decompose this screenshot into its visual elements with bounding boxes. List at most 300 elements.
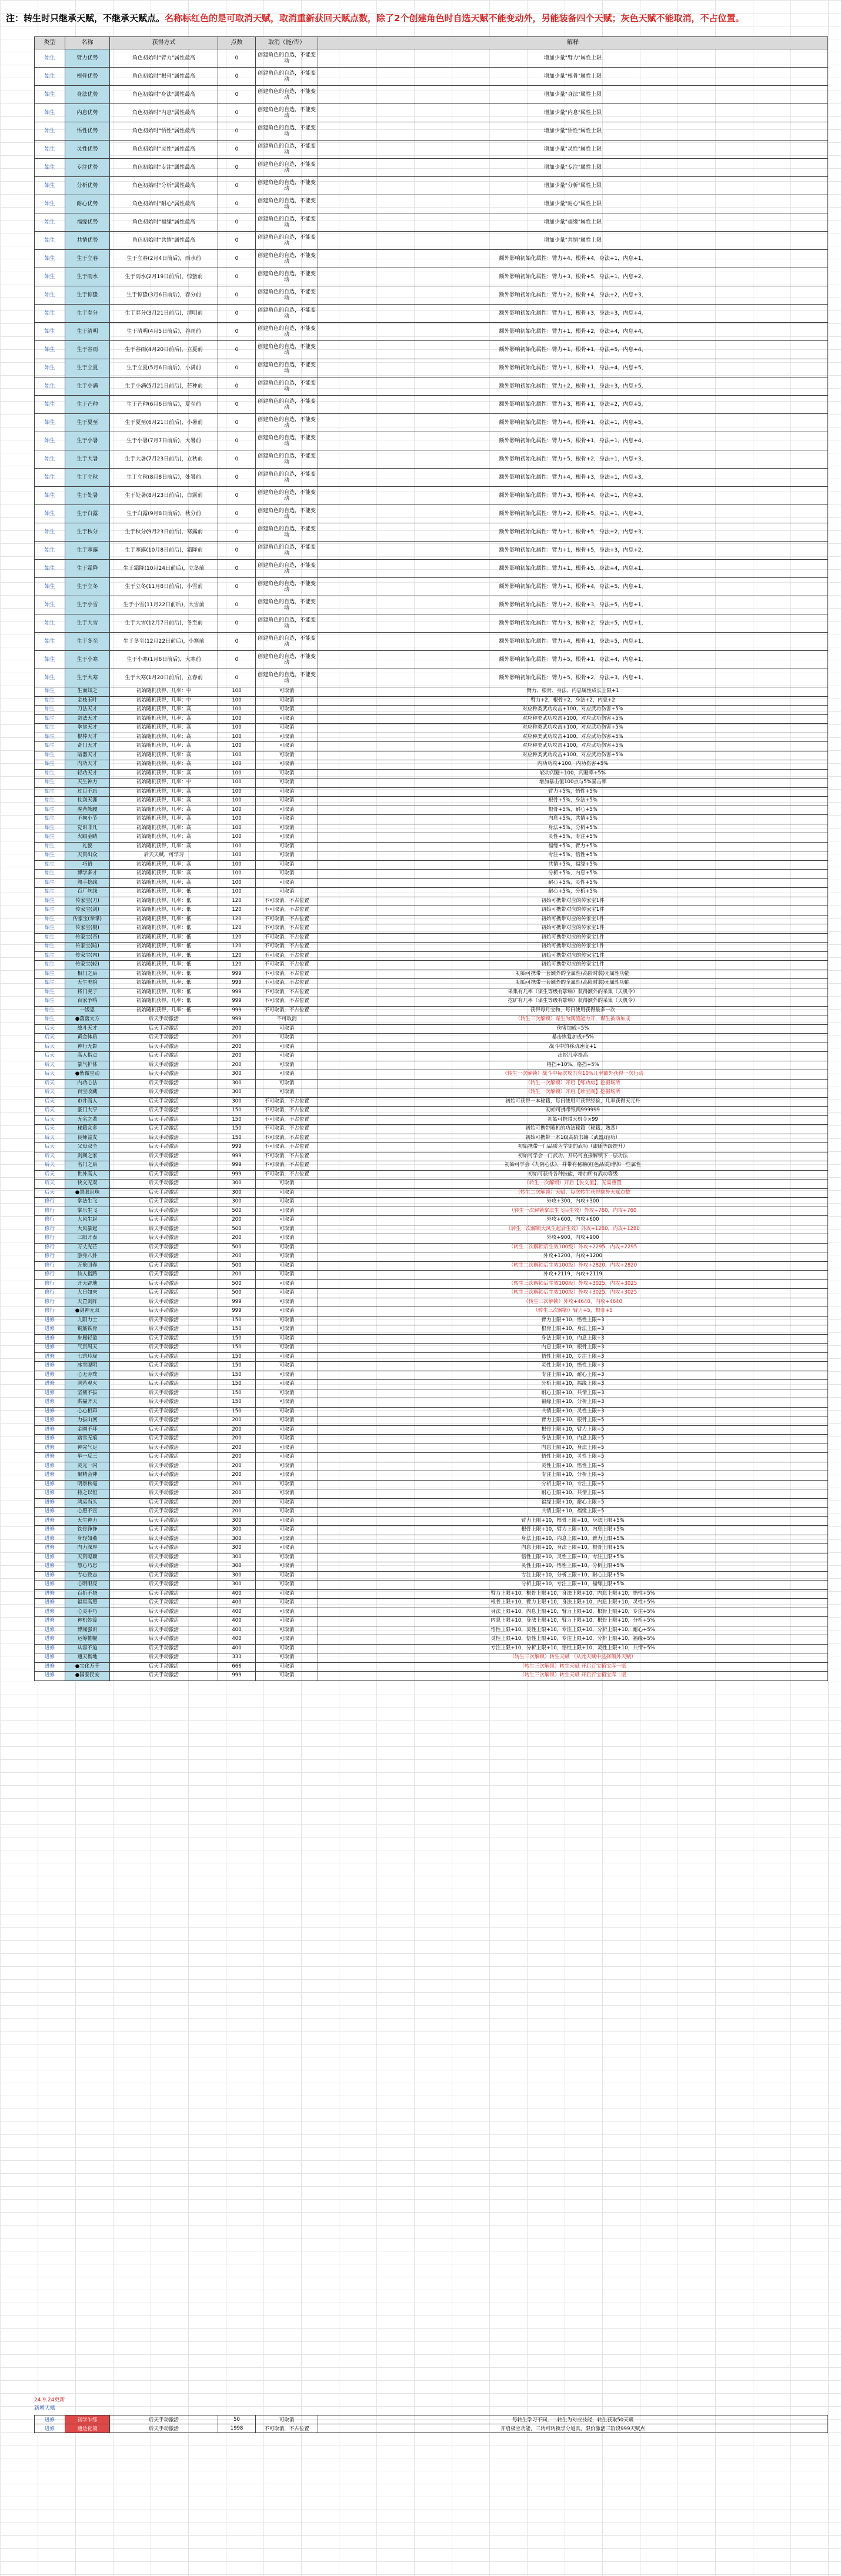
- cell-desc: 臂力+5%，悟性+5%: [318, 787, 828, 797]
- cell-points: 400: [218, 1635, 256, 1645]
- table-row: [35, 1480, 828, 1489]
- cell-cancel: 不可取消，不占位置: [256, 1097, 318, 1107]
- cell-type: 进修: [35, 1444, 65, 1453]
- cell-points: 0: [218, 141, 256, 159]
- cell-points: 1998: [218, 2424, 256, 2433]
- cell-name: 大风暴起: [65, 1225, 110, 1234]
- table-row: [35, 714, 828, 724]
- cell-name: 生于春分: [65, 305, 110, 323]
- cell-type: 进修: [35, 1672, 65, 1681]
- cell-points: 0: [218, 195, 256, 213]
- cell-cancel: 可取消: [256, 1644, 318, 1653]
- cell-name: 内功心法: [65, 1079, 110, 1088]
- table-row: [35, 706, 828, 715]
- cell-obtain: 后天手动激活: [110, 1316, 218, 1325]
- cell-desc: 耐心+5%，灵性+5%: [318, 878, 828, 888]
- cell-desc: （转生三次解锁）臂力+5，根骨+5: [318, 1307, 828, 1317]
- cell-type: 进修: [35, 1416, 65, 1426]
- cell-obtain: 后天手动激活: [110, 1480, 218, 1489]
- table-row: [35, 359, 828, 377]
- cell-obtain: 后天手动激活: [110, 1271, 218, 1280]
- cell-desc: 身法上限+10，内息上限+5: [318, 1435, 828, 1444]
- cell-cancel: 可取消: [256, 1480, 318, 1489]
- table-row: [35, 195, 828, 213]
- cell-type: 始生: [35, 414, 65, 432]
- cell-desc: 伤害加成+5%: [318, 1024, 828, 1034]
- cell-type: 进修: [35, 1516, 65, 1526]
- table-row: [35, 1371, 828, 1380]
- cell-points: 300: [218, 1097, 256, 1107]
- table-row: [35, 979, 828, 988]
- cell-desc: （转生三次解锁）转生天赋 （从此天赋中选择额外天赋）: [318, 1653, 828, 1663]
- cell-obtain: 后天手动激活: [110, 1170, 218, 1180]
- cell-cancel: 创建角色的自选，不能变动: [256, 49, 318, 68]
- cell-obtain: 后天手动激活: [110, 2415, 218, 2424]
- cell-desc: 出招几率提高: [318, 1052, 828, 1061]
- cell-cancel: 创建角色的自选，不能变动: [256, 286, 318, 305]
- cell-cancel: 创建角色的自选，不能变动: [256, 232, 318, 250]
- cell-desc: 增加少量"福缘"属性上限: [318, 213, 828, 232]
- cell-cancel: 可取消: [256, 1070, 318, 1080]
- cell-type: 进修: [35, 1316, 65, 1325]
- cell-desc: 额外影响初始化属性：臂力+5，根骨+2，身法+1，内息+3，: [318, 450, 828, 469]
- table-row: [35, 1526, 828, 1535]
- cell-cancel: 可取消: [256, 1271, 318, 1280]
- cell-name: 生于处暑: [65, 487, 110, 505]
- cell-type: 始生: [35, 951, 65, 961]
- table-row: [35, 2415, 828, 2424]
- cell-type: 进修: [35, 1553, 65, 1562]
- cell-points: 0: [218, 560, 256, 578]
- cell-obtain: 后天手动激活: [110, 1562, 218, 1572]
- cell-name: 专心致志: [65, 1571, 110, 1581]
- cell-points: 100: [218, 787, 256, 797]
- cell-points: 200: [218, 1271, 256, 1280]
- table-row: [35, 1061, 828, 1070]
- cell-name: 传家宝(剑): [65, 906, 110, 916]
- cell-cancel: 不可取消，不占位置: [256, 2424, 318, 2433]
- update-note: [34, 2396, 65, 2413]
- table-row: [35, 1115, 828, 1125]
- cell-obtain: 角色初始时"悟性"属性最高: [110, 122, 218, 141]
- cell-points: 200: [218, 1034, 256, 1043]
- cell-obtain: 后天手动激活: [110, 1581, 218, 1590]
- cell-type: 进修: [35, 1589, 65, 1599]
- cell-obtain: 角色初始时"身法"属性最高: [110, 86, 218, 104]
- table-row: [35, 1626, 828, 1635]
- cell-cancel: 创建角色的自选，不能变动: [256, 68, 318, 86]
- cell-cancel: 不可取消，不占位置: [256, 1006, 318, 1015]
- cell-obtain: 后天手动激活: [110, 1653, 218, 1663]
- cell-points: 999: [218, 1143, 256, 1152]
- cell-points: 0: [218, 305, 256, 323]
- cell-points: 150: [218, 1407, 256, 1416]
- table-row: [35, 1143, 828, 1152]
- cell-desc: （转生三次解锁后生效100级）外攻+3025，内攻+3025: [318, 1279, 828, 1289]
- cell-desc: 增加少量"臂力"属性上限: [318, 49, 828, 68]
- cell-points: 999: [218, 1307, 256, 1317]
- cell-obtain: 角色初始时"内息"属性最高: [110, 104, 218, 122]
- cell-name: 生于立冬: [65, 578, 110, 596]
- cell-cancel: 可取消: [256, 1544, 318, 1553]
- cell-desc: 初始携带一门品质为学徒的武功（跟随等级提升）: [318, 1143, 828, 1152]
- cell-obtain: 生于小寒(1月6日前后)，大寒前: [110, 651, 218, 669]
- cell-desc: （转生三次解锁后生效100级）外攻+3025，内攻+3025: [318, 1289, 828, 1298]
- cell-name: 举一反三: [65, 1453, 110, 1462]
- cell-obtain: 后天手动激活: [110, 1344, 218, 1353]
- cell-type: 进修: [35, 1635, 65, 1645]
- cell-obtain: 后天手动激活: [110, 1152, 218, 1161]
- table-row: [35, 1216, 828, 1225]
- cell-cancel: 可取消: [256, 1188, 318, 1198]
- table-header-row: [35, 37, 828, 49]
- cell-desc: 灵性上限+10，悟性上限+3: [318, 1362, 828, 1371]
- cell-type: 进修: [35, 1544, 65, 1553]
- cell-type: 后天: [35, 1152, 65, 1161]
- cell-type: 进修: [35, 1581, 65, 1590]
- cell-type: 始生: [35, 714, 65, 724]
- cell-cancel: 可取消: [256, 1180, 318, 1189]
- cell-points: 200: [218, 1043, 256, 1052]
- cell-name: 黄金体质: [65, 1034, 110, 1043]
- cell-type: 进修: [35, 1325, 65, 1335]
- cell-obtain: 后天手动激活: [110, 1571, 218, 1581]
- cell-desc: 额外影响初始化属性：臂力+1，根骨+4，身法+5，内息+1，: [318, 578, 828, 596]
- table-row: [35, 906, 828, 916]
- cell-type: 始生: [35, 505, 65, 523]
- cell-cancel: 可取消: [256, 1662, 318, 1672]
- cell-name: 福星高照: [65, 1599, 110, 1608]
- table-row: [35, 988, 828, 997]
- cell-obtain: 生于小暑(7月7日前后)，大暑前: [110, 432, 218, 450]
- cell-type: 始生: [35, 669, 65, 687]
- cell-desc: 耐心+5%，分析+5%: [318, 888, 828, 897]
- cell-desc: 额外影响初始化属性：臂力+4，根骨+1，身法+1，内息+5，: [318, 414, 828, 432]
- cell-name: 洞若观火: [65, 1380, 110, 1389]
- cell-cancel: 可取消: [256, 824, 318, 833]
- cell-name: 秘籍众多: [65, 1125, 110, 1134]
- cell-cancel: 不可取消，不占位置: [256, 933, 318, 943]
- cell-desc: 灵性+5%，专注+5%: [318, 833, 828, 843]
- cell-desc: 对应种类武功攻击+100，对应武功伤害+5%: [318, 742, 828, 751]
- cell-points: 0: [218, 542, 256, 560]
- cell-desc: 内息上限+10，身法上限+5: [318, 1444, 828, 1453]
- cell-points: 333: [218, 1653, 256, 1663]
- cell-type: 始生: [35, 751, 65, 760]
- cell-points: 999: [218, 988, 256, 997]
- cell-cancel: 可取消: [256, 1298, 318, 1307]
- cell-cancel: 可取消: [256, 706, 318, 715]
- talent-table: [34, 36, 828, 1681]
- cell-name: 金枝玉叶: [65, 696, 110, 706]
- cell-obtain: 后天手动激活: [110, 1644, 218, 1653]
- cell-obtain: 角色初始时"灵性"属性最高: [110, 141, 218, 159]
- cell-obtain: 后天手动激活: [110, 1371, 218, 1380]
- cell-name: 大风生起: [65, 1216, 110, 1225]
- cell-cancel: 可取消: [256, 724, 318, 733]
- cell-obtain: 生于立春(2月4日前后)，雨水前: [110, 250, 218, 268]
- cell-name: 百家争鸣: [65, 997, 110, 1007]
- cell-desc: 额外影响初始化属性：臂力+1，根骨+2，身法+4，内息+4，: [318, 323, 828, 341]
- cell-points: 0: [218, 122, 256, 141]
- table-row: [35, 687, 828, 697]
- cell-cancel: 不可取消: [256, 1015, 318, 1025]
- cell-desc: 根骨上限+10，臂力上限+5: [318, 1425, 828, 1435]
- cell-obtain: 后天手动激活: [110, 1279, 218, 1289]
- table-row: [35, 1672, 828, 1681]
- extra-talent-table: [34, 2415, 828, 2433]
- cell-obtain: 后天手动激活: [110, 1243, 218, 1252]
- table-row: [35, 377, 828, 396]
- cell-desc: （转生一次解锁掌法生飞后生效）外攻+760，内攻+760: [318, 1207, 828, 1216]
- cell-points: 666: [218, 1662, 256, 1672]
- cell-points: 100: [218, 724, 256, 733]
- cell-cancel: 可取消: [256, 842, 318, 851]
- cell-cancel: 不可取消，不占位置: [256, 943, 318, 952]
- cell-obtain: 后天手动激活: [110, 1207, 218, 1216]
- cell-cancel: 创建角色的自选，不能变动: [256, 104, 318, 122]
- cell-obtain: 后天手动激活: [110, 1435, 218, 1444]
- cell-type: 后天: [35, 1079, 65, 1088]
- cell-desc: 额外影响初始化属性：臂力+5，根骨+2，身法+3，内息+1，: [318, 669, 828, 687]
- cell-points: 300: [218, 1070, 256, 1080]
- cell-name: 火眼金睛: [65, 833, 110, 843]
- cell-points: 300: [218, 1535, 256, 1544]
- cell-desc: 外攻+2119，内攻+2119: [318, 1271, 828, 1280]
- cell-obtain: 后天手动激活: [110, 1553, 218, 1562]
- cell-type: 始生: [35, 696, 65, 706]
- cell-cancel: 创建角色的自选，不能变动: [256, 86, 318, 104]
- table-row: [35, 1489, 828, 1499]
- cell-cancel: 可取消: [256, 1252, 318, 1262]
- cell-points: 100: [218, 706, 256, 715]
- table-row: [35, 1352, 828, 1362]
- cell-type: 始生: [35, 988, 65, 997]
- cell-type: 始生: [35, 49, 65, 68]
- cell-desc: 增加暴击值100点与5%暴击率: [318, 779, 828, 788]
- cell-obtain: 后天手动激活: [110, 1298, 218, 1307]
- creation-rows: [35, 49, 828, 687]
- cell-name: 灵光一闪: [65, 1462, 110, 1471]
- cell-cancel: 不可取消，不占位置: [256, 906, 318, 916]
- cell-desc: 初始可携带对应的传家宝1件: [318, 933, 828, 943]
- cell-type: 始生: [35, 195, 65, 213]
- cell-points: 150: [218, 1352, 256, 1362]
- cell-points: 400: [218, 1626, 256, 1635]
- table-row: [35, 1344, 828, 1353]
- cell-desc: 福缘上限+10，分析上限+3: [318, 1398, 828, 1408]
- table-row: [35, 924, 828, 934]
- cell-cancel: 创建角色的自选，不能变动: [256, 396, 318, 414]
- cell-desc: 身法上限+10，内息上限+10，臂力上限+10，根骨上限+10，专注+5%: [318, 1608, 828, 1617]
- cell-name: 天生美貌: [65, 979, 110, 988]
- cell-points: 0: [218, 432, 256, 450]
- cell-obtain: 后天手动激活: [110, 1061, 218, 1070]
- cell-cancel: 可取消: [256, 806, 318, 815]
- cell-points: 150: [218, 1344, 256, 1353]
- cell-points: 400: [218, 1589, 256, 1599]
- cell-name: 百厂丝线: [65, 888, 110, 897]
- cell-name: 剑阁之家: [65, 1152, 110, 1161]
- cell-type: 始生: [35, 979, 65, 988]
- cell-desc: 身法上限+10，内息上限+10，臂力上限+5%: [318, 1535, 828, 1544]
- cell-obtain: 初始随机获得，几率：低: [110, 997, 218, 1007]
- cell-obtain: 后天手动激活: [110, 1535, 218, 1544]
- table-row: [35, 1653, 828, 1663]
- cell-type: 后天: [35, 1024, 65, 1034]
- cell-name: 通达化境: [65, 2424, 110, 2433]
- cell-points: 100: [218, 815, 256, 824]
- cell-name: 心明眼亮: [65, 1581, 110, 1590]
- cell-obtain: 生于寒露(10月8日前后)，霜降前: [110, 542, 218, 560]
- cell-name: 生于白露: [65, 505, 110, 523]
- cell-type: 后天: [35, 1134, 65, 1143]
- cell-desc: 臂力+2，根骨+2，身法+2，内息+2: [318, 696, 828, 706]
- cell-desc: 灵性上限+10，悟性上限+5: [318, 1462, 828, 1471]
- cell-desc: 共情+5%，福缘+5%: [318, 860, 828, 870]
- cell-type: 始生: [35, 860, 65, 870]
- cell-points: 0: [218, 49, 256, 68]
- cell-points: 0: [218, 159, 256, 177]
- cell-points: 150: [218, 1115, 256, 1125]
- cell-name: 生于寒露: [65, 542, 110, 560]
- cell-points: 100: [218, 870, 256, 879]
- cell-obtain: 后天手动激活: [110, 1444, 218, 1453]
- cell-cancel: 创建角色的自选，不能变动: [256, 377, 318, 396]
- cell-desc: 身法+5%，分析+5%: [318, 824, 828, 833]
- cell-type: 始生: [35, 104, 65, 122]
- cell-name: 大日如来: [65, 1289, 110, 1298]
- cell-points: 200: [218, 1216, 256, 1225]
- cell-obtain: 后天手动激活: [110, 1599, 218, 1608]
- cell-points: 400: [218, 1608, 256, 1617]
- cell-cancel: 可取消: [256, 1498, 318, 1508]
- cell-desc: 初始可携带对应的传家宝1件: [318, 951, 828, 961]
- cell-obtain: 生于夏至(6月21日前后)，小暑前: [110, 414, 218, 432]
- cell-points: 0: [218, 86, 256, 104]
- cell-type: 进修: [35, 1480, 65, 1489]
- cell-desc: 臂力上限+10，悟性上限+3: [318, 1316, 828, 1325]
- cell-cancel: 可取消: [256, 1471, 318, 1481]
- table-row: [35, 888, 828, 897]
- cell-desc: 获得每月宝物，每日使用获得最多一次: [318, 1006, 828, 1015]
- cell-type: 进修: [35, 1508, 65, 1517]
- cell-desc: 外攻+1200，内攻+1200: [318, 1252, 828, 1262]
- cell-name: 心照不宣: [65, 1508, 110, 1517]
- cell-type: 进修: [35, 1362, 65, 1371]
- table-row: [35, 505, 828, 523]
- cell-desc: 悟性上限+10，灵性上限+10，专注上限+5%: [318, 1553, 828, 1562]
- header-desc: 解释: [318, 37, 828, 49]
- cell-obtain: 初始随机获得，几率：低: [110, 979, 218, 988]
- cell-points: 200: [218, 1480, 256, 1489]
- cell-type: 始生: [35, 122, 65, 141]
- cell-points: 300: [218, 1544, 256, 1553]
- cell-obtain: 后天手动激活: [110, 1489, 218, 1499]
- cell-cancel: 可取消: [256, 860, 318, 870]
- cell-points: 500: [218, 1207, 256, 1216]
- cell-points: 150: [218, 1389, 256, 1398]
- table-row: [35, 104, 828, 122]
- cell-obtain: 后天手动激活: [110, 1125, 218, 1134]
- cell-points: 200: [218, 1435, 256, 1444]
- cell-desc: 增加少量"分析"属性上限: [318, 177, 828, 195]
- cell-type: 始生: [35, 651, 65, 669]
- cell-obtain: 后天手动激活: [110, 1161, 218, 1171]
- table-row: [35, 159, 828, 177]
- table-row: [35, 1134, 828, 1143]
- table-row: [35, 1152, 828, 1161]
- cell-desc: 臂力、根骨、身法、内息属性成长上限+1: [318, 687, 828, 697]
- cell-points: 200: [218, 1453, 256, 1462]
- cell-obtain: 初始随机获得，几率：高: [110, 724, 218, 733]
- cell-cancel: 创建角色的自选，不能变动: [256, 560, 318, 578]
- table-row: [35, 769, 828, 779]
- table-row: [35, 1252, 828, 1262]
- cell-desc: 根骨上限+10，臂力上限+10，身法上限+10，内息上限+10，灵性+5%: [318, 1599, 828, 1608]
- cell-type: 进修: [35, 1398, 65, 1408]
- cell-obtain: 后天手动激活: [110, 1662, 218, 1672]
- cell-name: 生于冬至: [65, 633, 110, 651]
- table-row: [35, 1407, 828, 1416]
- cell-name: 棍棒天才: [65, 733, 110, 742]
- cell-cancel: 创建角色的自选，不能变动: [256, 141, 318, 159]
- cell-obtain: 生于处暑(8月23日前后)，白露前: [110, 487, 218, 505]
- cell-cancel: 可取消: [256, 1398, 318, 1408]
- cell-cancel: 不可取消，不占位置: [256, 1107, 318, 1116]
- cell-desc: 开启极宝功能，三转可转换学分道具，限价激活三阶段999天赋点: [318, 2424, 828, 2433]
- cell-desc: 额外影响初始化属性：臂力+1，根骨+3，身法+3，内息+4，: [318, 305, 828, 323]
- cell-points: 200: [218, 1489, 256, 1499]
- cell-points: 0: [218, 596, 256, 614]
- table-row: [35, 1070, 828, 1080]
- cell-points: 100: [218, 742, 256, 751]
- cell-cancel: 创建角色的自选，不能变动: [256, 542, 318, 560]
- cell-obtain: 生于立冬(11月8日前后)，小雪前: [110, 578, 218, 596]
- cell-obtain: 后天手动激活: [110, 1043, 218, 1052]
- cell-desc: 初始可携带对应的传家宝1件: [318, 924, 828, 934]
- table-row: [35, 1608, 828, 1617]
- cell-name: 熟手捻线: [65, 878, 110, 888]
- cell-desc: 额外影响初始化属性：臂力+2，根骨+5，身法+1，内息+3，: [318, 505, 828, 523]
- cell-cancel: 可取消: [256, 1526, 318, 1535]
- cell-name: 专注优势: [65, 159, 110, 177]
- cell-points: 999: [218, 1170, 256, 1180]
- table-row: [35, 1261, 828, 1271]
- cell-points: 300: [218, 1079, 256, 1088]
- cell-name: 天生神力: [65, 779, 110, 788]
- cell-obtain: 初始随机获得，几率：高: [110, 733, 218, 742]
- cell-name: 内力深厚: [65, 1544, 110, 1553]
- cell-cancel: 可取消: [256, 760, 318, 770]
- cell-obtain: 初始随机获得，几率：高: [110, 714, 218, 724]
- cell-cancel: 创建角色的自选，不能变动: [256, 578, 318, 596]
- cell-type: 后天: [35, 1115, 65, 1125]
- cell-desc: 初始可携带一套额外的全属性(高阶时装)无属性功能: [318, 979, 828, 988]
- cell-type: 修行: [35, 1261, 65, 1271]
- cell-type: 后天: [35, 1088, 65, 1098]
- cell-name: 传家宝(暗): [65, 943, 110, 952]
- cell-obtain: 后天手动激活: [110, 1325, 218, 1335]
- cell-obtain: 后天手动激活: [110, 1544, 218, 1553]
- cell-cancel: 不可取消，不占位置: [256, 951, 318, 961]
- cell-points: 500: [218, 1243, 256, 1252]
- cell-name: 明察秋毫: [65, 1480, 110, 1489]
- cell-name: 踏雪无痕: [65, 1435, 110, 1444]
- cell-type: 进修: [35, 1435, 65, 1444]
- cell-type: 进修: [35, 1662, 65, 1672]
- table-row: [35, 1034, 828, 1043]
